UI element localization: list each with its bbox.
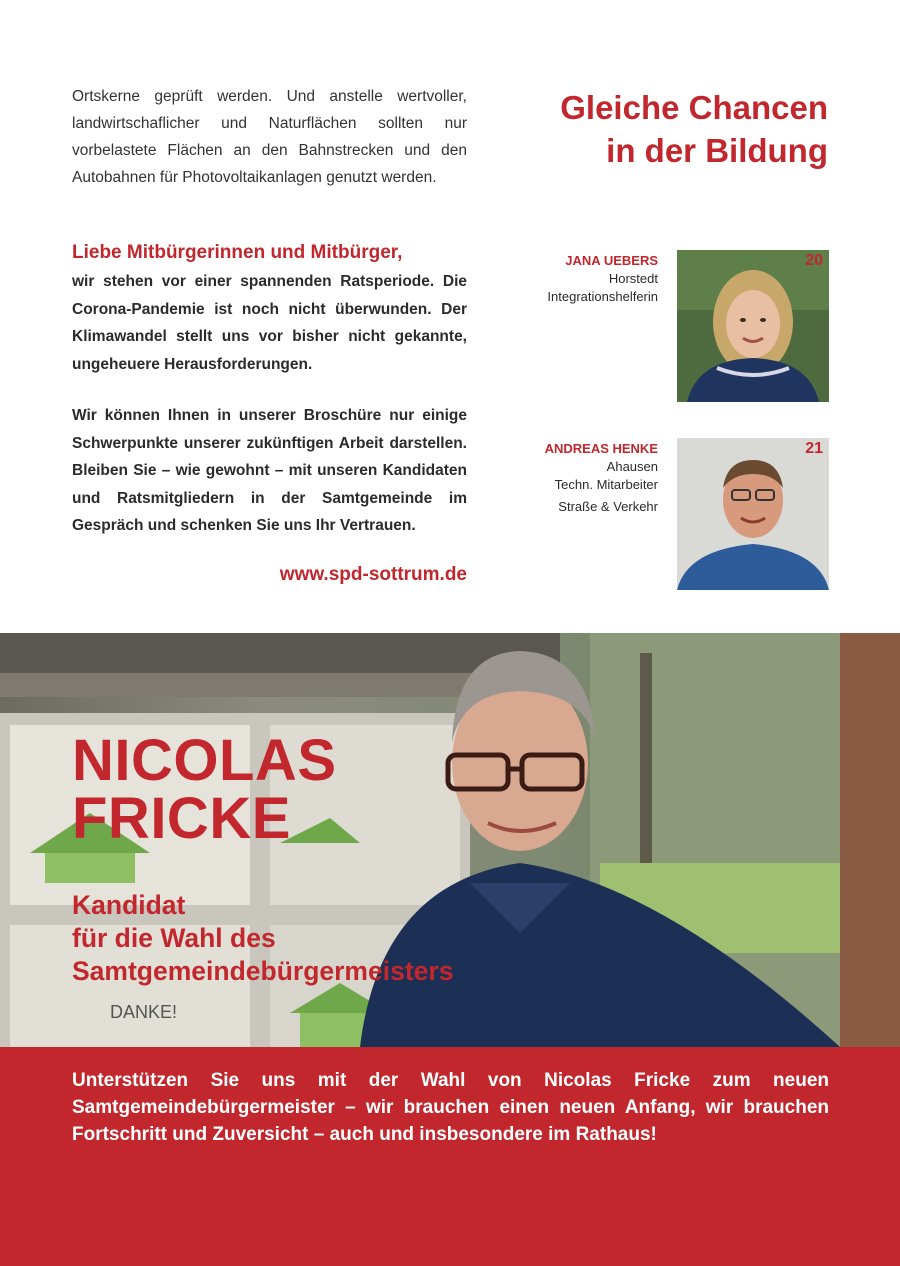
- candidate-number: 21: [805, 440, 823, 457]
- intro-paragraph: Ortskerne geprüft werden. Und anstelle wertvoller, landwirtschaflicher und Naturflächen sollten nur vorbelastete Flächen an den Bahnstrecken und den Autobahnen für Photovoltaikanlagen genutzt werden.: [72, 88, 467, 186]
- portrait-man-icon: [677, 438, 829, 590]
- subtitle-line-3: Samtgemeindebürgermeisters: [72, 956, 454, 986]
- bottom-band-text: Unterstützen Sie uns mit der Wahl von Nicolas Fricke zum neuen Samtgemeindebürgermeister – wir brauchen einen neuen Anfang, wir brauchen Fortschritt und Zuversicht – auch und insbesondere im Rathaus!: [72, 1070, 829, 1145]
- section-title-line-2: in der Bildung: [606, 132, 828, 169]
- website-link[interactable]: www.spd-sottrum.de: [279, 564, 467, 585]
- letter-paragraph-1: wir stehen vor einer spannenden Ratsperiode. Die Corona-Pandemie ist noch nicht überwunden. Der Klimawandel stellt uns vor bisher nicht gekannte, ungeheuere Herausforderungen.: [72, 273, 467, 373]
- candidate-photo-20: [677, 250, 829, 402]
- portrait-woman-icon: [677, 250, 829, 402]
- section-title-line-1: Gleiche Chancen: [560, 89, 828, 126]
- candidate-role-2: Straße & Verkehr: [558, 499, 658, 514]
- candidate-role: Techn. Mitarbeiter: [554, 477, 658, 492]
- candidate-place: Horstedt: [608, 271, 658, 286]
- candidate-number: 20: [805, 252, 823, 269]
- candidate-info-20: [458, 252, 658, 306]
- candidate-last-name: FRICKE: [72, 786, 291, 851]
- candidate-name: JANA UEBERS: [565, 253, 658, 268]
- letter-greeting: Liebe Mitbürgerinnen und Mitbürger,: [72, 242, 403, 263]
- candidate-place: Ahausen: [606, 459, 658, 474]
- candidate-main-name: [72, 728, 492, 851]
- section-title: [468, 86, 828, 172]
- letter-paragraph-2: Wir können Ihnen in unserer Broschüre nur einige Schwerpunkte unserer zukünftigen Arbeit darstellen. Bleiben Sie – wie gewohnt – mit unseren Kandidaten und Ratsmitgliedern in der Samtgemeinde im Gespräch und schenken Sie uns Ihr Vertrauen.: [72, 407, 467, 534]
- candidate-photo-21: [677, 438, 829, 590]
- candidate-subtitle: [72, 889, 572, 988]
- subtitle-line-2: für die Wahl des: [72, 923, 276, 953]
- candidate-role: Integrationshelferin: [547, 289, 658, 304]
- candidate-name: ANDREAS HENKE: [544, 441, 658, 456]
- board-text: DANKE!: [110, 1002, 178, 1022]
- candidate-first-name: NICOLAS: [72, 728, 337, 793]
- subtitle-line-1: Kandidat: [72, 890, 186, 920]
- candidate-info-21: [458, 440, 658, 516]
